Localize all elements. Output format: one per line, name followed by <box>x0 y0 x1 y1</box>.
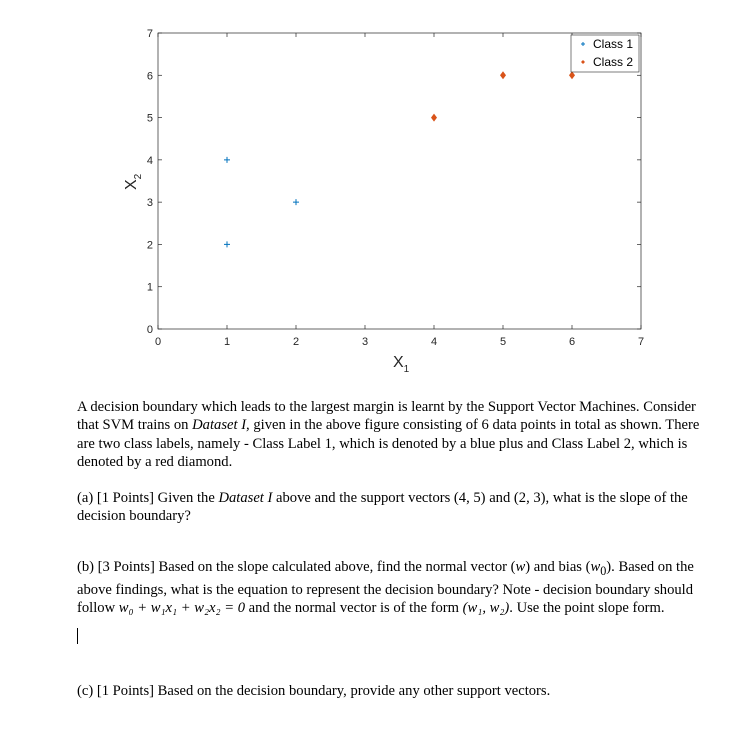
plot-area <box>158 33 641 329</box>
y-tick-label: 6 <box>146 70 153 83</box>
y-tick-label: 4 <box>146 154 153 167</box>
question-text <box>77 398 707 700</box>
intro-paragraph: A decision boundary which leads to the largest margin is learnt by the Support Vector Machines. Consider that SVM trains on Dataset I, given in the above figure consisting of 6 data points in total as shown. There are two class labels, namely - Class Label 1, which is denoted by a blue plus and Class Label 2, which is denoted by a red diamond. <box>77 399 700 471</box>
y-tick-label: 0 <box>146 324 153 336</box>
question-a: (a) [1 Points] Given the Dataset I above and the support vectors (4, 5) and (2, 3), what is the slope of the decision boundary? <box>77 489 688 525</box>
y-tick-label: 1 <box>146 281 153 294</box>
question-b: (b) [3 Points] Based on the slope calculated above, find the normal vector (w) and bias $(w_0)$. Based on the above findings, what is the equation to represent the decision boundary? Note - decision boundary should follow w₀ + w₁x₁ + w₂x₂ = 0 and the normal vector is of the form (w₁, w₂). Use the point slope form. <box>77 559 694 617</box>
y-tick-label: 2 <box>146 239 153 252</box>
y-tick-label: 5 <box>146 112 153 125</box>
x-tick-label: 5 <box>499 336 507 348</box>
x-tick-label: 7 <box>637 336 645 348</box>
y-axis-label: $X_2$ <box>123 173 144 190</box>
x-tick-label: 1 <box>223 336 231 348</box>
legend-label-class-2: Class 2 <box>593 55 634 69</box>
x-axis-label: $X_1$ <box>393 354 410 375</box>
y-tick-label: 7 <box>146 28 153 40</box>
x-tick-label: 3 <box>361 336 369 348</box>
question-c: (c) [1 Points] Based on the decision boundary, provide any other support vectors. <box>77 682 551 699</box>
y-tick-label: 3 <box>146 197 153 210</box>
legend-label-class-1: Class 1 <box>593 37 634 51</box>
x-tick-label: 0 <box>154 336 162 348</box>
text-cursor[interactable] <box>77 628 78 644</box>
legend <box>571 35 639 72</box>
x-tick-label: 6 <box>568 336 576 348</box>
x-tick-label: 4 <box>430 336 438 348</box>
x-tick-label: 2 <box>292 336 300 348</box>
